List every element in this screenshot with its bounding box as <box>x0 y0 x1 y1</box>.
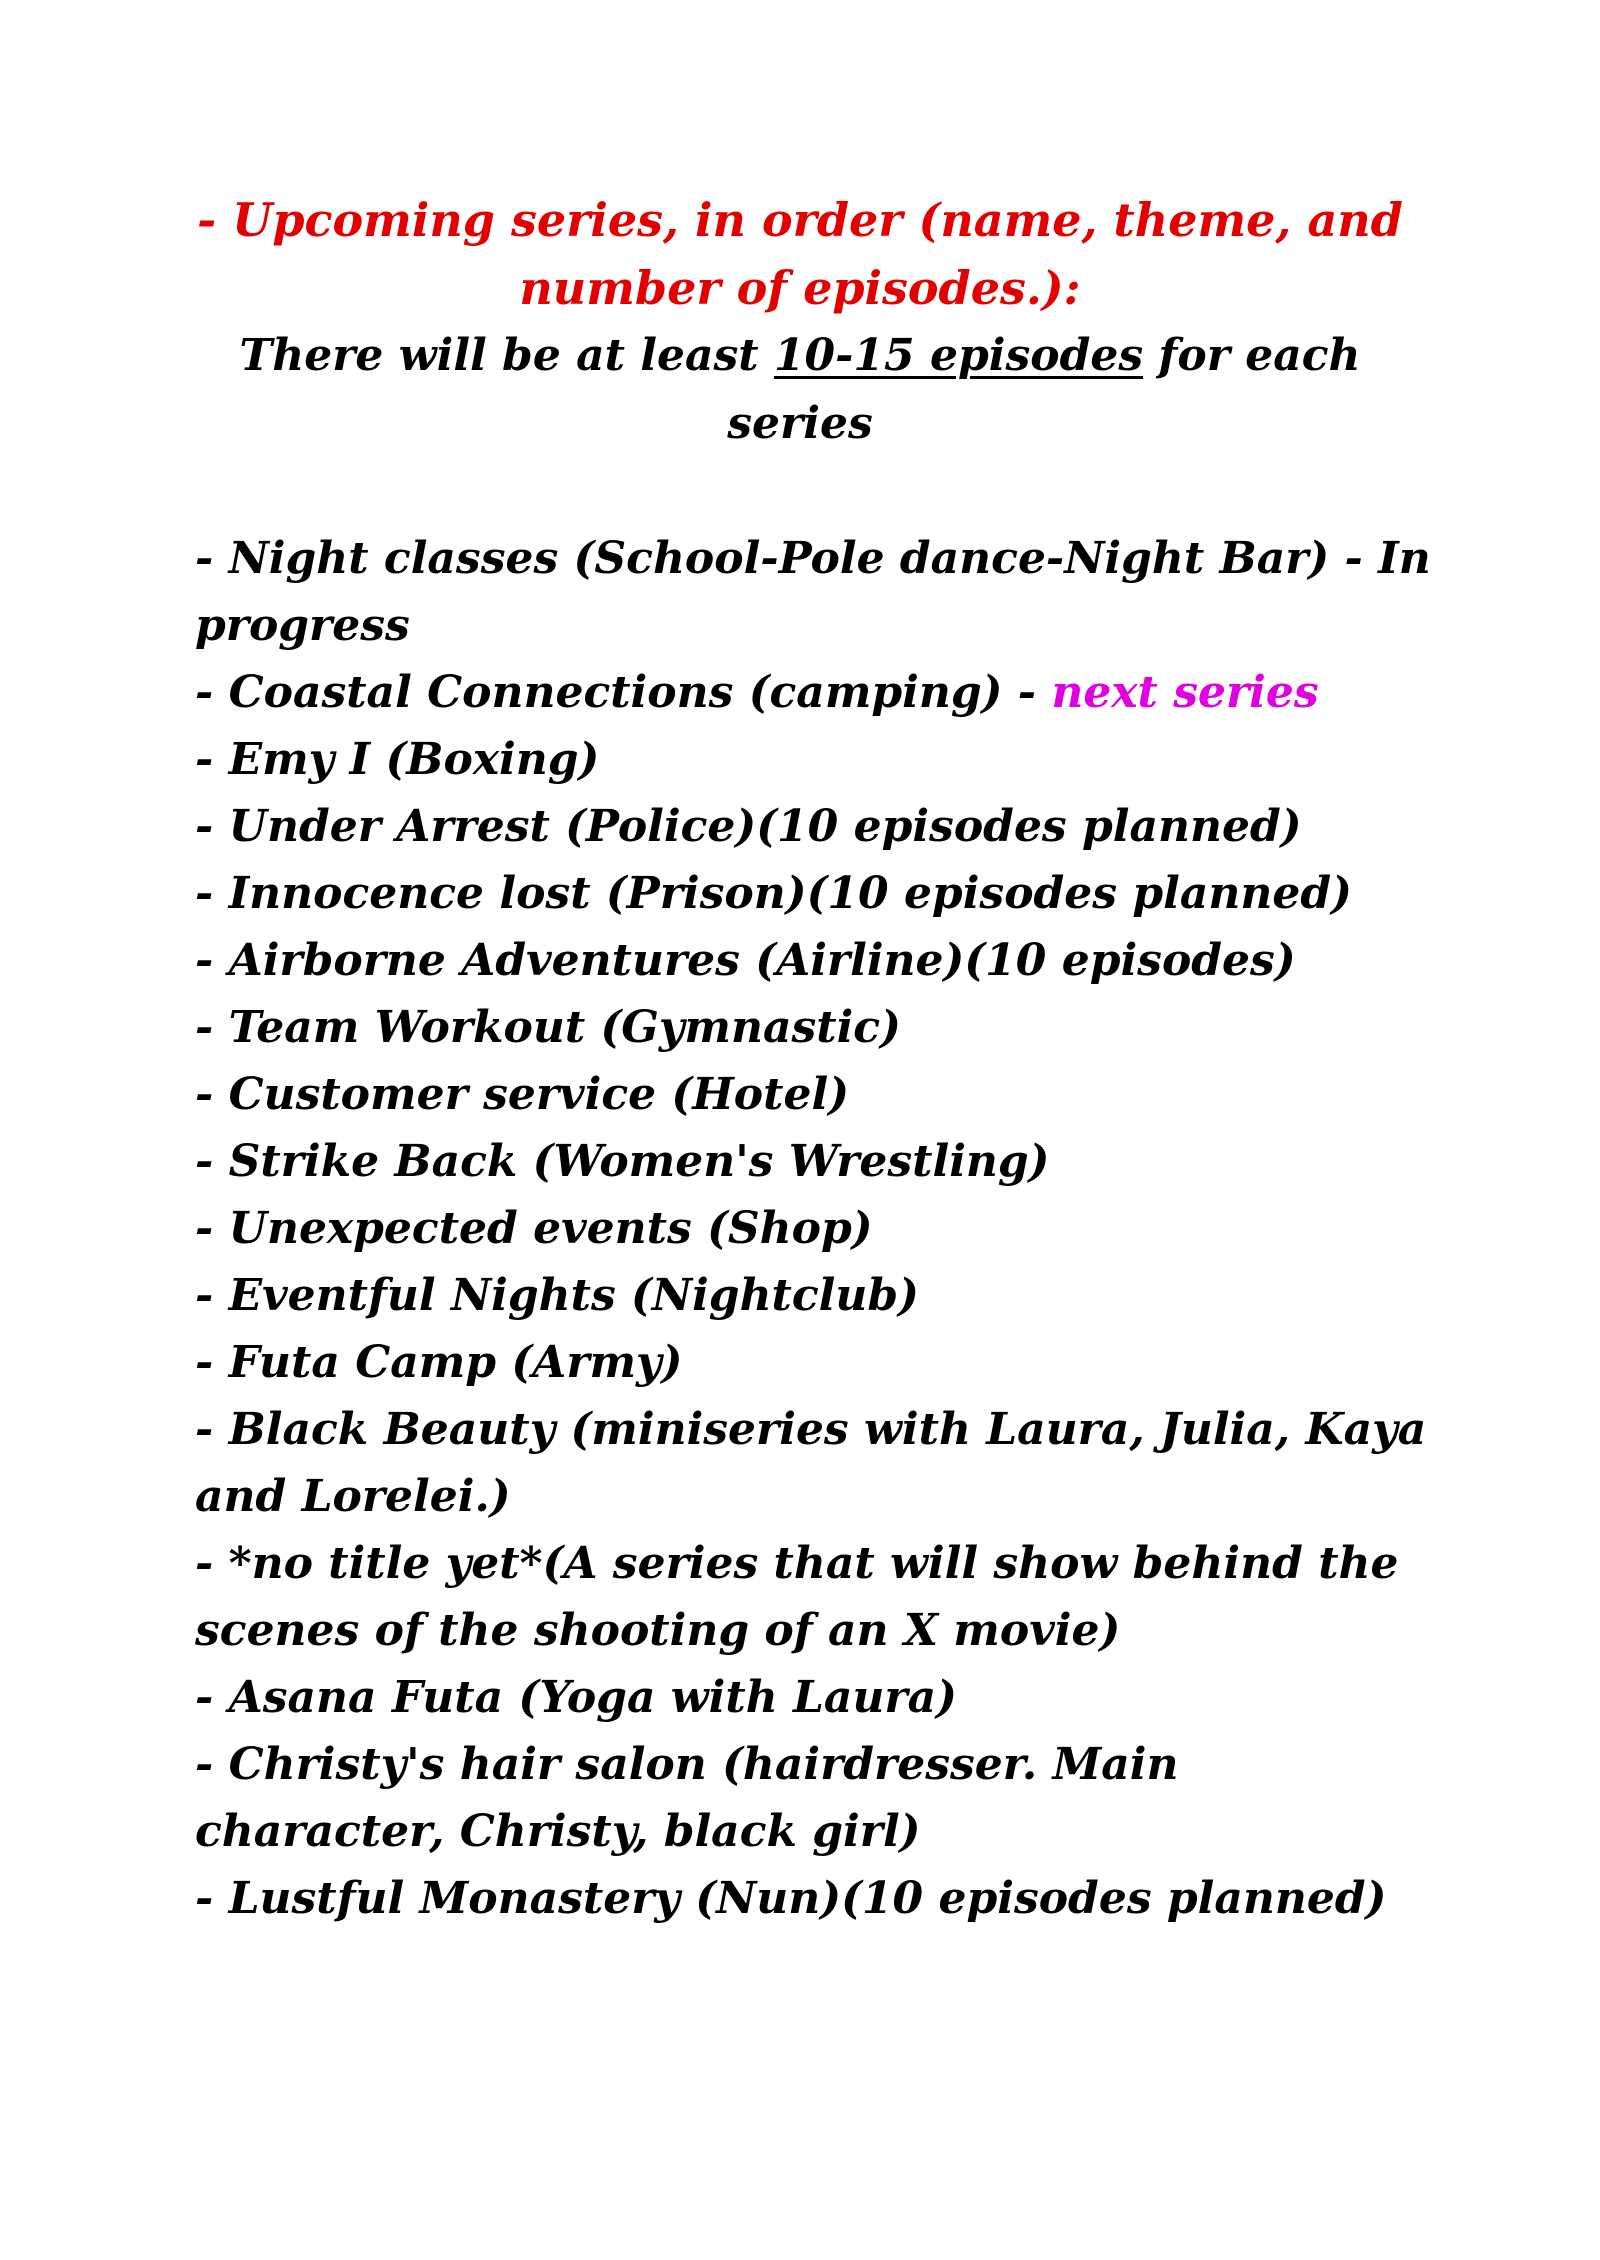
episodes-note-suffix: for each series <box>727 330 1361 449</box>
series-item <box>195 1396 1435 1530</box>
series-item <box>195 1530 1435 1664</box>
series-item <box>195 1128 1435 1195</box>
heading-upcoming-series: - Upcoming series, in order (name, theme, and number of episodes.): <box>197 193 1403 315</box>
series-item <box>195 860 1435 927</box>
series-item-text: - Coastal Connections (camping) - <box>195 667 1052 718</box>
series-item-text: - Futa Camp (Army) <box>195 1337 683 1388</box>
episodes-note-emphasis: 10-15 episodes <box>773 330 1144 381</box>
series-list <box>195 525 1435 1932</box>
series-item-text: - Night classes (School-Pole dance-Night Bar) - In progress <box>195 533 1431 651</box>
series-item-text: - Eventful Nights (Nightclub) <box>195 1270 919 1321</box>
series-item-text: - *no title yet*(A series that will show behind the scenes of the shooting of an X movie) <box>195 1538 1399 1656</box>
series-item-text: - Lustful Monastery (Nun)(10 episodes planned) <box>195 1873 1387 1924</box>
series-item-text: - Emy I (Boxing) <box>195 734 600 785</box>
series-item <box>195 1061 1435 1128</box>
series-item <box>195 1865 1435 1932</box>
series-item <box>195 726 1435 793</box>
series-item-text: - Asana Futa (Yoga with Laura) <box>195 1672 957 1723</box>
series-item <box>195 1664 1435 1731</box>
episodes-note <box>160 322 1440 458</box>
series-item <box>195 994 1435 1061</box>
series-item-text: - Strike Back (Women's Wrestling) <box>195 1136 1050 1187</box>
series-item <box>195 927 1435 994</box>
series-item-text: - Unexpected events (Shop) <box>195 1203 873 1254</box>
series-item-text: - Black Beauty (miniseries with Laura, Julia, Kaya and Lorelei.) <box>195 1404 1427 1522</box>
series-item <box>195 1731 1435 1865</box>
series-item-text: - Under Arrest (Police)(10 episodes planned) <box>195 801 1302 852</box>
series-item-text: - Customer service (Hotel) <box>195 1069 850 1120</box>
series-item-text: - Christy's hair salon (hairdresser. Main character, Christy, black girl) <box>195 1739 1179 1857</box>
document-header <box>160 186 1440 458</box>
series-item <box>195 659 1435 726</box>
series-item-text: - Innocence lost (Prison)(10 episodes planned) <box>195 868 1352 919</box>
episodes-note-prefix: There will be at least <box>239 330 774 381</box>
series-item <box>195 525 1435 659</box>
series-item-text: - Airborne Adventures (Airline)(10 episodes) <box>195 935 1296 986</box>
next-series-label: next series <box>1051 667 1319 718</box>
series-item <box>195 1195 1435 1262</box>
series-item <box>195 793 1435 860</box>
series-item <box>195 1329 1435 1396</box>
series-item <box>195 1262 1435 1329</box>
series-item-text: - Team Workout (Gymnastic) <box>195 1002 901 1053</box>
